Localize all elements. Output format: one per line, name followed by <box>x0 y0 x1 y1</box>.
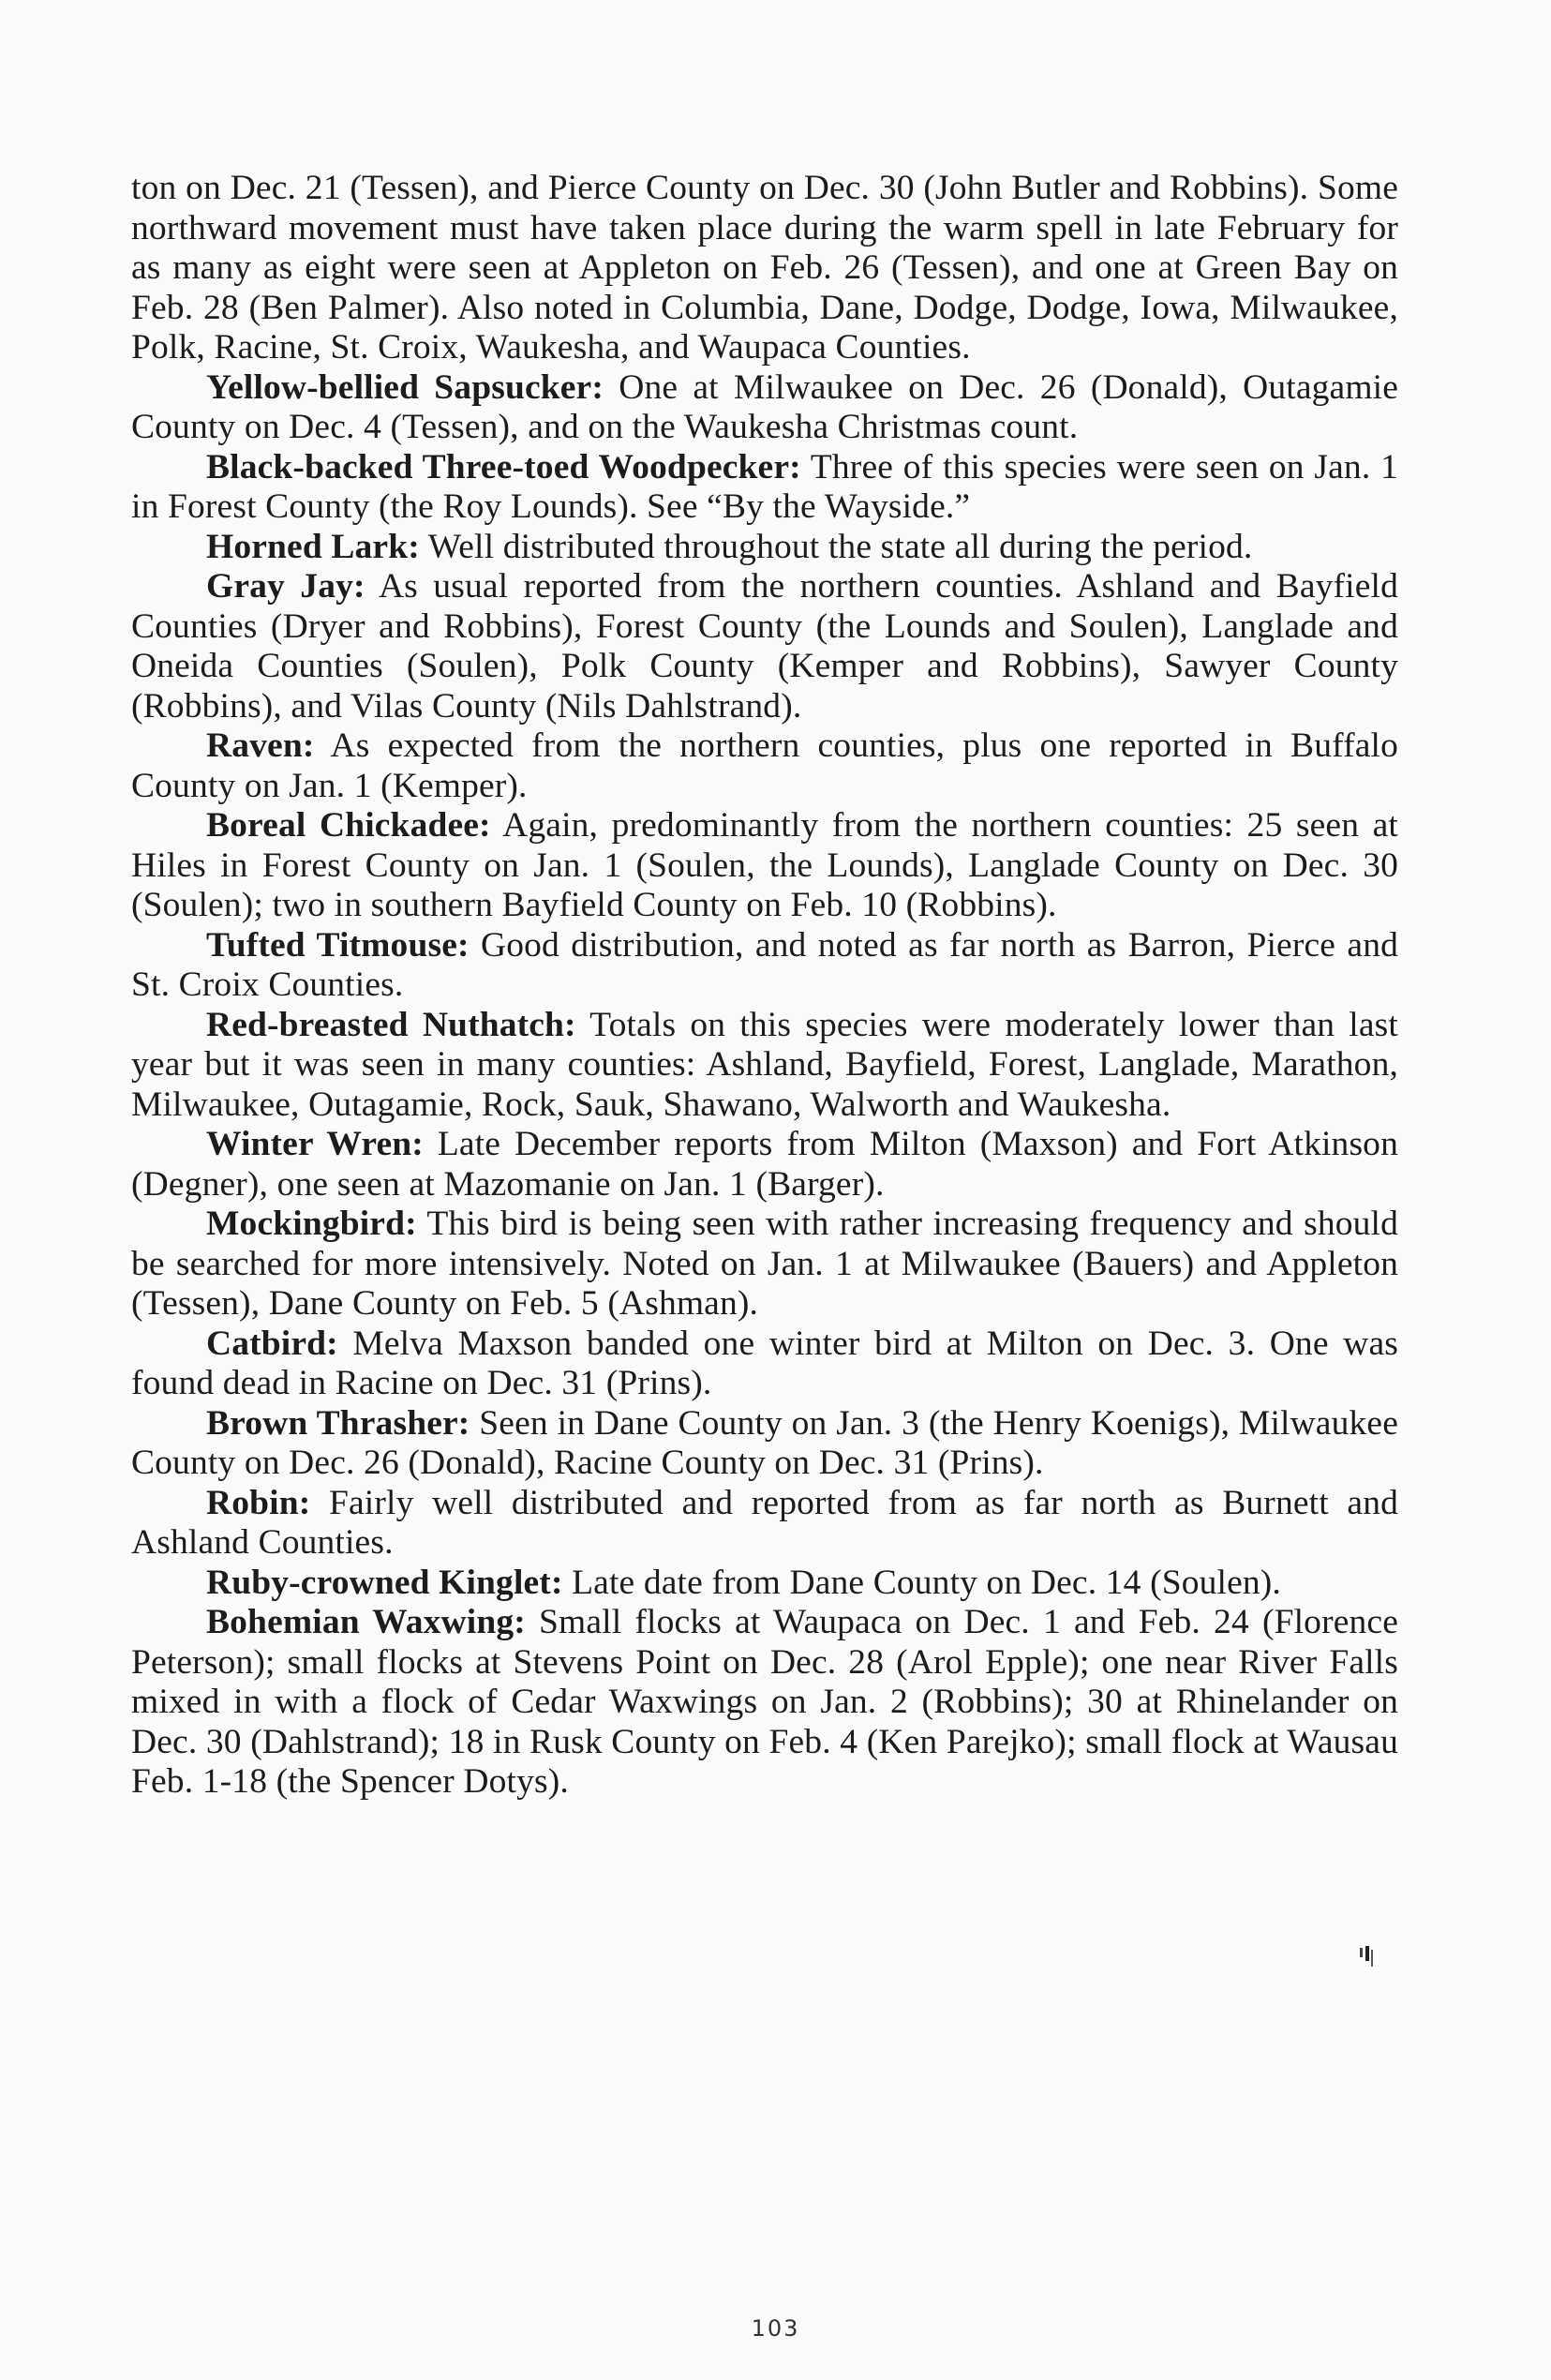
page-number: 103 <box>751 2315 800 2342</box>
species-name: Mockingbird: <box>206 1205 417 1243</box>
entry-tufted-titmouse <box>131 926 1398 1006</box>
species-name: Red-breasted Nuthatch: <box>206 1005 576 1044</box>
species-name: Raven: <box>206 726 315 765</box>
entry-gray-jay <box>131 567 1398 726</box>
entry-text: Again, predominantly from the northern counties: 25 seen at Hiles in Forest County on Jan. 1 (Soulen, the Lounds), Langlade County on Dec. 30 (Soulen); two in southern Bayfield County on Feb. 10 (Robbins). <box>131 806 1398 924</box>
entry-text: Late date from Dane County on Dec. 14 (Soulen). <box>562 1563 1281 1602</box>
species-name: Brown Thrasher: <box>206 1403 470 1443</box>
entry-ruby-crowned-kinglet <box>131 1564 1398 1604</box>
entry-text: Fairly well distributed and reported from as far north as Burnett and Ashland Counties. <box>131 1483 1398 1562</box>
entry-winter-wren <box>131 1125 1398 1205</box>
entry-yellow-bellied-sapsucker <box>131 368 1398 448</box>
entry-catbird <box>131 1325 1398 1404</box>
species-name: Black-backed Three-toed Woodpecker: <box>206 447 801 486</box>
species-name: Robin: <box>206 1483 311 1522</box>
species-name: Boreal Chickadee: <box>206 806 491 845</box>
entry-text: Well distributed throughout the state all during the period. <box>419 527 1253 566</box>
species-name: Bohemian Waxwing: <box>206 1603 526 1641</box>
entry-text: As usual reported from the northern counties. Ashland and Bayfield Counties (Dryer and Robbins), Forest County (the Lounds and Soulen), Langlade and Oneida Counties (Soulen), Polk County (Kemper and Robbins), Sawyer County (Robbins), and Vilas County (Nils Dahlstrand). <box>131 567 1398 726</box>
species-name: Winter Wren: <box>206 1125 424 1163</box>
species-name: Horned Lark: <box>206 527 420 566</box>
text-column <box>131 169 1398 1803</box>
entry-mockingbird <box>131 1205 1398 1325</box>
entry-text: As expected from the northern counties, plus one reported in Buffalo County on Jan. 1 (Kemper). <box>131 726 1398 805</box>
entry-horned-lark <box>131 528 1398 568</box>
entry-text: Good distribution, and noted as far north as Barron, Pierce and St. Croix Counties. <box>131 925 1398 1004</box>
entry-raven <box>131 726 1398 806</box>
scan-smudge-mark <box>1357 1944 1376 1972</box>
species-name: Ruby-crowned Kinglet: <box>206 1563 563 1602</box>
entry-text: Melva Maxson banded one winter bird at Milton on Dec. 3. One was found dead in Racine on Dec. 31 (Prins). <box>131 1324 1398 1402</box>
entry-text: Small flocks at Waupaca on Dec. 1 and Feb. 24 (Florence Peterson); small flocks at Stevens Point on Dec. 28 (Arol Epple); one near River Falls mixed in with a flock of Cedar Waxwings on Jan. 2 (Robbins); 30 at Rhinelander on Dec. 30 (Dahlstrand); 18 in Rusk County on Feb. 4 (Ken Parejko); small flock at Wausau Feb. 1-18 (the Spencer Dotys). <box>131 1603 1398 1801</box>
species-name: Yellow-bellied Sapsucker: <box>206 367 604 407</box>
entry-text: Totals on this species were moderately lower than last year but it was seen in many counties: Ashland, Bayfield, Forest, Langlade, Marathon, Milwaukee, Outagamie, Rock, Sauk, Shawano, Walworth and Waukesha. <box>131 1005 1398 1124</box>
entry-brown-thrasher <box>131 1404 1398 1484</box>
entry-text: This bird is being seen with rather increasing frequency and should be searched for more intensively. Noted on Jan. 1 at Milwaukee (Bauers) and Appleton (Tessen), Dane County on Feb. 5 (Ashman). <box>131 1205 1398 1323</box>
continuation-paragraph: ton on Dec. 21 (Tessen), and Pierce County on Dec. 30 (John Butler and Robbins). Some northward movement must have taken place during the warm spell in late February for as many as eight were seen at Appleton on Feb. 26 (Tessen), and one at Green Bay on Feb. 28 (Ben Palmer). Also noted in Columbia, Dane, Dodge, Dodge, Iowa, Milwaukee, Polk, Racine, St. Croix, Waukesha, and Waupaca Counties. <box>131 169 1398 367</box>
entry-black-backed-woodpecker <box>131 448 1398 528</box>
entry-robin <box>131 1484 1398 1564</box>
entry-text: Late December reports from Milton (Maxson) and Fort Atkinson (Degner), one seen at Mazomanie on Jan. 1 (Barger). <box>131 1125 1398 1204</box>
species-name: Catbird: <box>206 1324 338 1363</box>
species-name: Tufted Titmouse: <box>206 925 470 965</box>
entry-red-breasted-nuthatch <box>131 1006 1398 1126</box>
entry-text: Seen in Dane County on Jan. 3 (the Henry Koenigs), Milwaukee County on Dec. 26 (Donald), Racine County on Dec. 31 (Prins). <box>131 1403 1398 1482</box>
entry-text: Three of this species were seen on Jan. 1 in Forest County (the Roy Lounds). See “By the Wayside.” <box>131 447 1398 526</box>
species-name: Gray Jay: <box>206 567 365 606</box>
entry-boreal-chickadee <box>131 806 1398 926</box>
entry-bohemian-waxwing <box>131 1603 1398 1803</box>
entry-text: One at Milwaukee on Dec. 26 (Donald), Outagamie County on Dec. 4 (Tessen), and on the Waukesha Christmas count. <box>131 367 1398 446</box>
